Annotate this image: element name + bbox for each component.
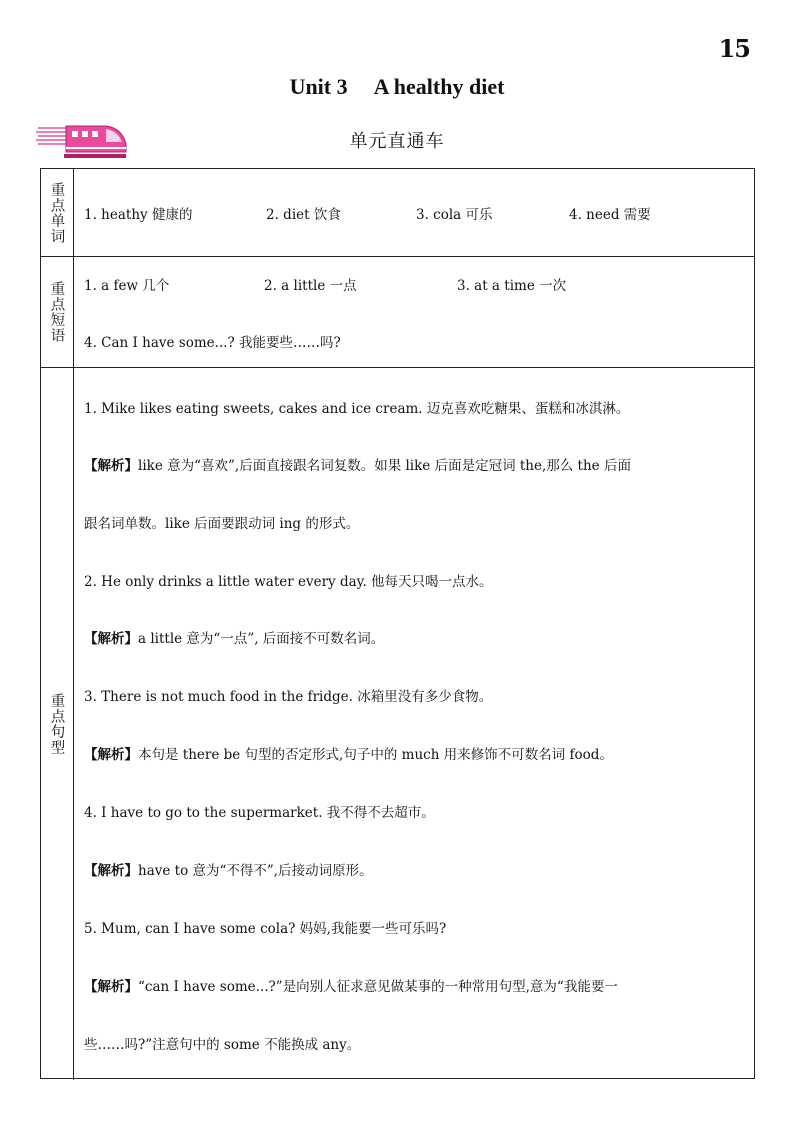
analysis-line: 【解析】“can I have some...?”是向别人征求意见做某事的一种常用句型,意为“我能要一 <box>84 979 618 995</box>
analysis-line: 些……吗?”注意句中的 some 不能换成 any。 <box>84 1037 361 1053</box>
word-item: 1. heathy 健康的 <box>84 207 193 223</box>
phrase-item: 3. at a time 一次 <box>457 278 567 294</box>
unit-title <box>0 74 794 100</box>
phrases-label: 重点短语 <box>41 256 74 367</box>
analysis-tag: 【解析】 <box>84 979 138 995</box>
word-item: 4. need 需要 <box>569 207 651 223</box>
sentence-line: 5. Mum, can I have some cola? 妈妈,我能要一些可乐吗? <box>84 921 447 937</box>
words-label: 重点单词 <box>41 169 74 256</box>
section-title: 单元直通车 <box>349 131 445 152</box>
analysis-line: 【解析】have to 意为“不得不”,后接动词原形。 <box>84 863 373 879</box>
analysis-tag: 【解析】 <box>84 631 138 647</box>
phrase-item: 1. a few 几个 <box>84 278 170 294</box>
analysis-line: 【解析】like 意为“喜欢”,后面直接跟名词复数。如果 like 后面是定冠词 the,那么 the 后面 <box>84 458 631 474</box>
unit-name: A healthy diet <box>373 74 505 99</box>
phrases-body <box>74 256 754 367</box>
words-body <box>74 169 754 256</box>
page-number: 15 <box>718 34 750 63</box>
phrases-row <box>41 256 754 368</box>
analysis-line: 【解析】本句是 there be 句型的否定形式,句子中的 much 用来修饰不可数名词 food。 <box>84 747 613 763</box>
analysis-line: 【解析】a little 意为“一点”, 后面接不可数名词。 <box>84 631 385 647</box>
sentence-line: 2. He only drinks a little water every day. 他每天只喝一点水。 <box>84 574 493 590</box>
sentence-line: 3. There is not much food in the fridge. 冰箱里没有多少食物。 <box>84 689 493 705</box>
word-item: 2. diet 饮食 <box>266 207 341 223</box>
sentences-body <box>74 367 754 1080</box>
knowledge-table <box>40 168 755 1079</box>
analysis-tag: 【解析】 <box>84 747 138 763</box>
sentence-line: 4. I have to go to the supermarket. 我不得不去超市。 <box>84 805 435 821</box>
sentence-line: 1. Mike likes eating sweets, cakes and ice cream. 迈克喜欢吃糖果、蛋糕和冰淇淋。 <box>84 401 630 417</box>
phrase-item: 4. Can I have some...? 我能要些……吗? <box>84 335 341 351</box>
sentences-row <box>41 367 754 1080</box>
phrase-item: 2. a little 一点 <box>264 278 357 294</box>
analysis-tag: 【解析】 <box>84 863 138 879</box>
sentences-label: 重点句型 <box>41 367 74 1080</box>
analysis-tag: 【解析】 <box>84 458 138 474</box>
words-row <box>41 169 754 257</box>
word-item: 3. cola 可乐 <box>416 207 493 223</box>
analysis-line: 跟名词单数。like 后面要跟动词 ing 的形式。 <box>84 516 360 532</box>
unit-label: Unit 3 <box>289 74 348 99</box>
